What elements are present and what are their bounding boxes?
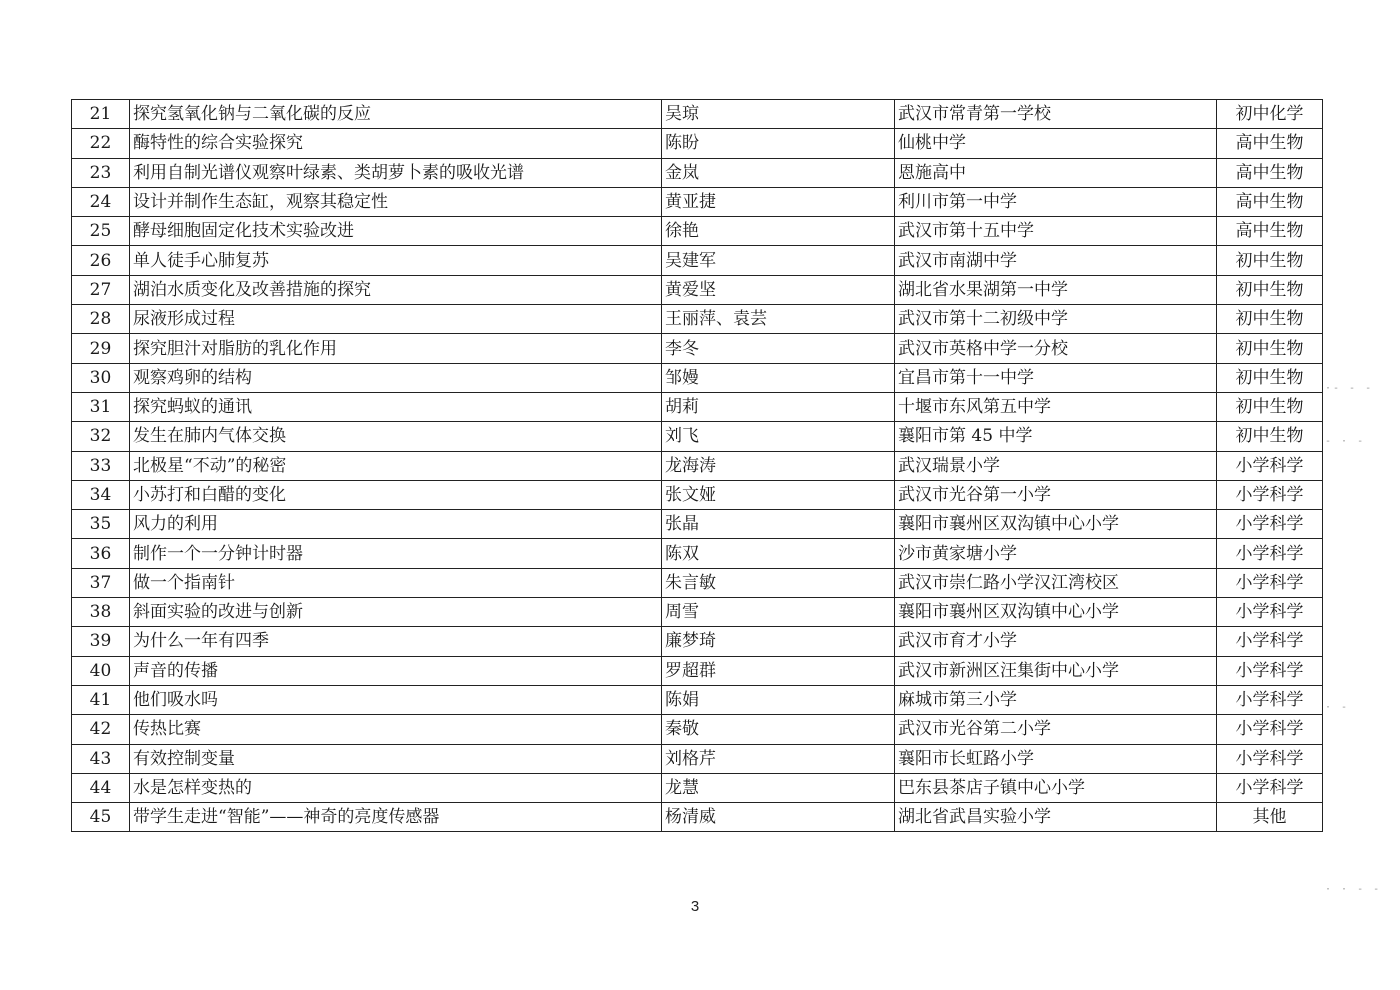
table-row bbox=[72, 715, 1323, 744]
school-name: 武汉市光谷第一小学 bbox=[895, 480, 1217, 509]
author-name: 王丽萍、袁芸 bbox=[662, 305, 895, 334]
row-number: 37 bbox=[72, 568, 130, 597]
subject-category: 小学科学 bbox=[1217, 685, 1323, 714]
project-title: 探究蚂蚁的通讯 bbox=[130, 392, 662, 421]
row-number: 29 bbox=[72, 334, 130, 363]
school-name: 武汉市第十二初级中学 bbox=[895, 305, 1217, 334]
row-number: 22 bbox=[72, 129, 130, 158]
subject-category: 小学科学 bbox=[1217, 480, 1323, 509]
school-name: 襄阳市襄州区双沟镇中心小学 bbox=[895, 510, 1217, 539]
table-row bbox=[72, 598, 1323, 627]
table-row bbox=[72, 656, 1323, 685]
school-name: 襄阳市襄州区双沟镇中心小学 bbox=[895, 598, 1217, 627]
author-name: 陈双 bbox=[662, 539, 895, 568]
author-name: 秦敬 bbox=[662, 715, 895, 744]
project-title: 水是怎样变热的 bbox=[130, 773, 662, 802]
subject-category: 高中生物 bbox=[1217, 129, 1323, 158]
table-row bbox=[72, 392, 1323, 421]
project-title: 湖泊水质变化及改善措施的探究 bbox=[130, 275, 662, 304]
school-name: 武汉市第十五中学 bbox=[895, 217, 1217, 246]
table-row bbox=[72, 627, 1323, 656]
project-title: 做一个指南针 bbox=[130, 568, 662, 597]
subject-category: 高中生物 bbox=[1217, 158, 1323, 187]
table-row bbox=[72, 510, 1323, 539]
school-name: 武汉市英格中学一分校 bbox=[895, 334, 1217, 363]
project-title: 探究胆汁对脂肪的乳化作用 bbox=[130, 334, 662, 363]
subject-category: 小学科学 bbox=[1217, 539, 1323, 568]
school-name: 襄阳市第 45 中学 bbox=[895, 422, 1217, 451]
subject-category: 初中生物 bbox=[1217, 363, 1323, 392]
row-number: 24 bbox=[72, 187, 130, 216]
subject-category: 初中生物 bbox=[1217, 246, 1323, 275]
subject-category: 初中生物 bbox=[1217, 305, 1323, 334]
table-row bbox=[72, 422, 1323, 451]
project-title: 酶特性的综合实验探究 bbox=[130, 129, 662, 158]
author-name: 金岚 bbox=[662, 158, 895, 187]
scan-artifact-mark: · - bbox=[1325, 702, 1350, 713]
subject-category: 初中生物 bbox=[1217, 275, 1323, 304]
table-row bbox=[72, 744, 1323, 773]
project-title: 观察鸡卵的结构 bbox=[130, 363, 662, 392]
author-name: 胡莉 bbox=[662, 392, 895, 421]
subject-category: 小学科学 bbox=[1217, 773, 1323, 802]
project-title: 制作一个一分钟计时器 bbox=[130, 539, 662, 568]
scan-artifact-mark: · · - - bbox=[1325, 884, 1382, 895]
project-title: 有效控制变量 bbox=[130, 744, 662, 773]
author-name: 朱言敏 bbox=[662, 568, 895, 597]
author-name: 刘格芹 bbox=[662, 744, 895, 773]
row-number: 31 bbox=[72, 392, 130, 421]
table-row bbox=[72, 246, 1323, 275]
row-number: 45 bbox=[72, 803, 130, 832]
table-row bbox=[72, 363, 1323, 392]
project-title: 他们吸水吗 bbox=[130, 685, 662, 714]
row-number: 27 bbox=[72, 275, 130, 304]
author-name: 张晶 bbox=[662, 510, 895, 539]
project-title: 酵母细胞固定化技术实验改进 bbox=[130, 217, 662, 246]
awards-table bbox=[71, 99, 1323, 832]
row-number: 28 bbox=[72, 305, 130, 334]
school-name: 十堰市东风第五中学 bbox=[895, 392, 1217, 421]
table-row bbox=[72, 803, 1323, 832]
subject-category: 初中生物 bbox=[1217, 422, 1323, 451]
school-name: 恩施高中 bbox=[895, 158, 1217, 187]
row-number: 41 bbox=[72, 685, 130, 714]
school-name: 武汉市育才小学 bbox=[895, 627, 1217, 656]
project-title: 带学生走进“智能”——神奇的亮度传感器 bbox=[130, 803, 662, 832]
school-name: 武汉瑞景小学 bbox=[895, 451, 1217, 480]
row-number: 43 bbox=[72, 744, 130, 773]
subject-category: 小学科学 bbox=[1217, 656, 1323, 685]
author-name: 刘飞 bbox=[662, 422, 895, 451]
school-name: 利川市第一中学 bbox=[895, 187, 1217, 216]
row-number: 30 bbox=[72, 363, 130, 392]
row-number: 34 bbox=[72, 480, 130, 509]
row-number: 36 bbox=[72, 539, 130, 568]
table-row bbox=[72, 187, 1323, 216]
table-row bbox=[72, 685, 1323, 714]
subject-category: 小学科学 bbox=[1217, 627, 1323, 656]
school-name: 沙市黄家塘小学 bbox=[895, 539, 1217, 568]
subject-category: 小学科学 bbox=[1217, 568, 1323, 597]
author-name: 廉梦琦 bbox=[662, 627, 895, 656]
table-row bbox=[72, 480, 1323, 509]
row-number: 26 bbox=[72, 246, 130, 275]
subject-category: 小学科学 bbox=[1217, 510, 1323, 539]
table-row bbox=[72, 100, 1323, 129]
table-row bbox=[72, 158, 1323, 187]
row-number: 33 bbox=[72, 451, 130, 480]
author-name: 周雪 bbox=[662, 598, 895, 627]
row-number: 25 bbox=[72, 217, 130, 246]
table-row bbox=[72, 275, 1323, 304]
row-number: 38 bbox=[72, 598, 130, 627]
project-title: 声音的传播 bbox=[130, 656, 662, 685]
subject-category: 小学科学 bbox=[1217, 451, 1323, 480]
row-number: 39 bbox=[72, 627, 130, 656]
author-name: 陈盼 bbox=[662, 129, 895, 158]
row-number: 44 bbox=[72, 773, 130, 802]
page-number: 3 bbox=[690, 898, 700, 915]
subject-category: 初中生物 bbox=[1217, 392, 1323, 421]
project-title: 设计并制作生态缸，观察其稳定性 bbox=[130, 187, 662, 216]
row-number: 23 bbox=[72, 158, 130, 187]
author-name: 张文娅 bbox=[662, 480, 895, 509]
author-name: 黄亚捷 bbox=[662, 187, 895, 216]
table-row bbox=[72, 305, 1323, 334]
author-name: 徐艳 bbox=[662, 217, 895, 246]
school-name: 武汉市常青第一学校 bbox=[895, 100, 1217, 129]
author-name: 杨清威 bbox=[662, 803, 895, 832]
author-name: 李冬 bbox=[662, 334, 895, 363]
author-name: 龙海涛 bbox=[662, 451, 895, 480]
school-name: 仙桃中学 bbox=[895, 129, 1217, 158]
project-title: 利用自制光谱仪观察叶绿素、类胡萝卜素的吸收光谱 bbox=[130, 158, 662, 187]
project-title: 传热比赛 bbox=[130, 715, 662, 744]
row-number: 21 bbox=[72, 100, 130, 129]
author-name: 吴琼 bbox=[662, 100, 895, 129]
author-name: 罗超群 bbox=[662, 656, 895, 685]
project-title: 斜面实验的改进与创新 bbox=[130, 598, 662, 627]
table-row bbox=[72, 773, 1323, 802]
awards-table-body bbox=[72, 100, 1323, 832]
subject-category: 小学科学 bbox=[1217, 598, 1323, 627]
project-title: 发生在肺内气体交换 bbox=[130, 422, 662, 451]
project-title: 北极星“不动”的秘密 bbox=[130, 451, 662, 480]
school-name: 麻城市第三小学 bbox=[895, 685, 1217, 714]
school-name: 武汉市光谷第二小学 bbox=[895, 715, 1217, 744]
school-name: 武汉市新洲区汪集街中心小学 bbox=[895, 656, 1217, 685]
school-name: 武汉市崇仁路小学汉江湾校区 bbox=[895, 568, 1217, 597]
row-number: 32 bbox=[72, 422, 130, 451]
subject-category: 高中生物 bbox=[1217, 217, 1323, 246]
school-name: 湖北省武昌实验小学 bbox=[895, 803, 1217, 832]
author-name: 邹嫚 bbox=[662, 363, 895, 392]
school-name: 襄阳市长虹路小学 bbox=[895, 744, 1217, 773]
author-name: 陈娟 bbox=[662, 685, 895, 714]
row-number: 40 bbox=[72, 656, 130, 685]
table-row bbox=[72, 451, 1323, 480]
project-title: 风力的利用 bbox=[130, 510, 662, 539]
school-name: 武汉市南湖中学 bbox=[895, 246, 1217, 275]
row-number: 35 bbox=[72, 510, 130, 539]
scan-artifact-mark: - · - bbox=[1325, 436, 1366, 447]
project-title: 为什么一年有四季 bbox=[130, 627, 662, 656]
scan-artifact-mark: ·- - - bbox=[1325, 383, 1374, 394]
subject-category: 初中生物 bbox=[1217, 334, 1323, 363]
school-name: 湖北省水果湖第一中学 bbox=[895, 275, 1217, 304]
author-name: 黄爱坚 bbox=[662, 275, 895, 304]
table-row bbox=[72, 568, 1323, 597]
project-title: 尿液形成过程 bbox=[130, 305, 662, 334]
subject-category: 小学科学 bbox=[1217, 744, 1323, 773]
project-title: 小苏打和白醋的变化 bbox=[130, 480, 662, 509]
author-name: 龙慧 bbox=[662, 773, 895, 802]
subject-category: 小学科学 bbox=[1217, 715, 1323, 744]
project-title: 探究氢氧化钠与二氧化碳的反应 bbox=[130, 100, 662, 129]
table-row bbox=[72, 129, 1323, 158]
author-name: 吴建军 bbox=[662, 246, 895, 275]
subject-category: 初中化学 bbox=[1217, 100, 1323, 129]
school-name: 宜昌市第十一中学 bbox=[895, 363, 1217, 392]
project-title: 单人徒手心肺复苏 bbox=[130, 246, 662, 275]
subject-category: 其他 bbox=[1217, 803, 1323, 832]
table-row bbox=[72, 334, 1323, 363]
table-row bbox=[72, 539, 1323, 568]
school-name: 巴东县茶店子镇中心小学 bbox=[895, 773, 1217, 802]
row-number: 42 bbox=[72, 715, 130, 744]
subject-category: 高中生物 bbox=[1217, 187, 1323, 216]
table-row bbox=[72, 217, 1323, 246]
